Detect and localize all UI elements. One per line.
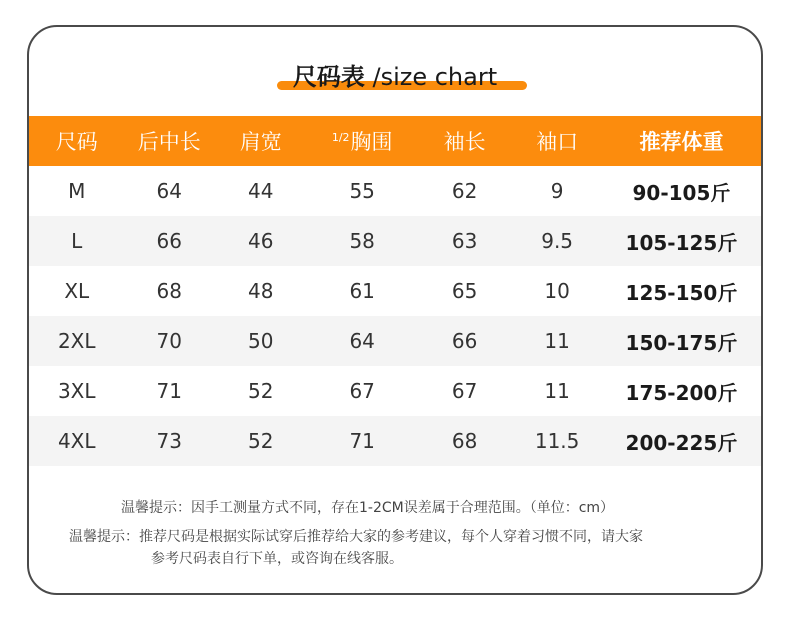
cell-sleeve: 66 (451, 329, 478, 353)
cell-cuff: 11.5 (534, 429, 580, 453)
cell-sleeve: 68 (451, 429, 478, 453)
title-en: /size chart (364, 63, 498, 91)
cell-chest: 61 (349, 279, 375, 303)
cell-sleeve: 65 (451, 279, 478, 303)
cell-cuff: 10 (544, 279, 570, 303)
table-row (29, 416, 761, 466)
cell-size: 2XL (57, 329, 96, 353)
cell-size: 3XL (57, 379, 96, 403)
cell-cuff: 11 (544, 329, 570, 353)
table-row (29, 316, 761, 366)
cell-shoulder: 48 (248, 279, 274, 303)
cell-size: M (68, 179, 86, 203)
cell-cuff: 9.5 (541, 229, 574, 253)
header-weight: 推荐体重 (639, 130, 724, 154)
cell-shoulder: 44 (248, 179, 274, 203)
cell-weight: 125-150斤 (625, 280, 738, 305)
size-chart-card (27, 25, 763, 595)
cell-weight: 200-225斤 (625, 430, 738, 455)
cell-chest: 55 (349, 179, 375, 203)
cell-shoulder: 52 (248, 429, 274, 453)
cell-size: L (71, 229, 83, 253)
cell-weight: 90-105斤 (632, 180, 731, 205)
cell-sleeve: 62 (451, 179, 478, 203)
cell-shoulder: 46 (248, 229, 274, 253)
title-cn: 尺码表 (292, 63, 365, 91)
table-header (29, 116, 761, 166)
cell-chest: 58 (349, 229, 375, 253)
cell-weight: 175-200斤 (625, 380, 738, 405)
cell-weight: 150-175斤 (625, 330, 738, 355)
header-chest-label: 胸围 (350, 130, 393, 154)
cell-shoulder: 52 (248, 379, 274, 403)
table-row (29, 366, 761, 416)
cell-sleeve: 67 (451, 379, 478, 403)
cell-chest: 64 (349, 329, 375, 353)
cell-length: 70 (156, 329, 182, 353)
cell-weight: 105-125斤 (625, 230, 738, 255)
header-cuff: 袖口 (536, 130, 579, 154)
cell-length: 73 (156, 429, 182, 453)
header-chest (307, 116, 416, 166)
cell-length: 68 (156, 279, 182, 303)
cell-length: 71 (156, 379, 182, 403)
page-title (29, 57, 761, 92)
cell-length: 64 (156, 179, 182, 203)
title-area (29, 57, 761, 97)
header-sleeve: 袖长 (443, 130, 486, 154)
cell-chest: 71 (349, 429, 375, 453)
header-size: 尺码 (55, 130, 98, 154)
table-row (29, 166, 761, 216)
note-recommend-cont: 参考尺码表自行下单，或咨询在线客服。 (151, 551, 403, 567)
cell-shoulder: 50 (248, 329, 274, 353)
note-recommend: 温馨提示：推荐尺码是根据实际试穿后推荐给大家的参考建议，每个人穿着习惯不同，请大家 (69, 529, 643, 545)
cell-length: 66 (156, 229, 182, 253)
cell-cuff: 11 (544, 379, 570, 403)
cell-size: 4XL (57, 429, 96, 453)
table-row (29, 216, 761, 266)
cell-chest: 67 (349, 379, 375, 403)
header-shoulder: 肩宽 (239, 130, 282, 154)
note-measurement: 温馨提示：因手工测量方式不同，存在1-2CM误差属于合理范围。（单位：cm） (121, 500, 615, 516)
cell-sleeve: 63 (451, 229, 478, 253)
table-row (29, 266, 761, 316)
cell-size: XL (64, 279, 90, 303)
cell-cuff: 9 (550, 179, 564, 203)
header-length: 后中长 (137, 130, 201, 154)
header-chest-prefix: 1/2 (331, 130, 350, 144)
